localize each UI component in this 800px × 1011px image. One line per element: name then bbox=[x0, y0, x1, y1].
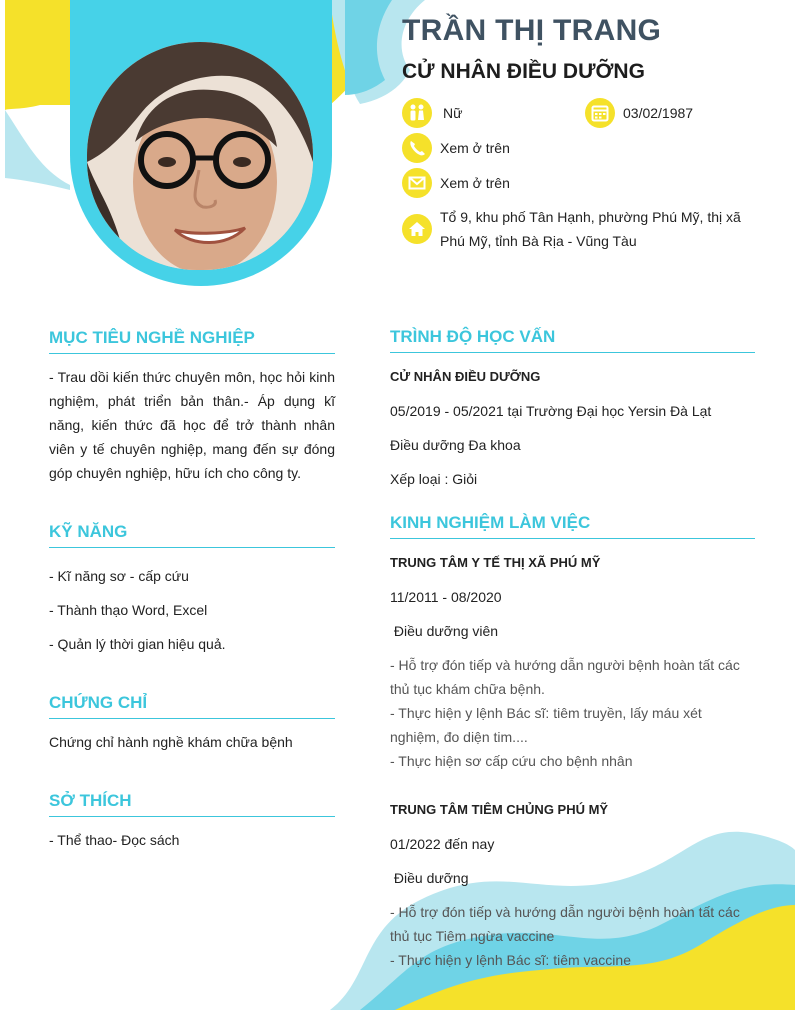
education-heading: TRÌNH ĐỘ HỌC VẤN bbox=[390, 327, 755, 353]
job-position: Điều dưỡng viên bbox=[390, 623, 499, 639]
job-task: - Thực hiện y lệnh Bác sĩ: tiêm vaccine bbox=[390, 952, 631, 968]
left-light-blue-wave bbox=[5, 110, 70, 190]
education-period: 05/2019 - 05/2021 tại Trường Đại học Yersin Đà Lạt bbox=[390, 403, 712, 419]
phone-value: Xem ở trên bbox=[440, 140, 510, 156]
objective-heading: MỤC TIÊU NGHỀ NGHIỆP bbox=[49, 328, 335, 354]
birthdate-value: 03/02/1987 bbox=[623, 105, 694, 121]
skill-item: - Thành thạo Word, Excel bbox=[49, 602, 208, 618]
education-grade: Xếp loại : Giỏi bbox=[390, 471, 478, 487]
job-position: Điều dưỡng bbox=[390, 870, 469, 886]
phone-icon bbox=[402, 133, 432, 163]
job-period: 01/2022 đến nay bbox=[390, 836, 495, 852]
gender-value: Nữ bbox=[443, 105, 463, 121]
job-company: TRUNG TÂM TIÊM CHỦNG PHÚ MỸ bbox=[390, 802, 609, 817]
job-task: - Hỗ trợ đón tiếp và hướng dẫn người bệnh hoàn tất các thủ tục Tiêm ngừa vaccine bbox=[390, 904, 740, 944]
skills-heading: KỸ NĂNG bbox=[49, 522, 335, 548]
job-title: CỬ NHÂN ĐIỀU DƯỠNG bbox=[402, 60, 645, 83]
job-task: - Hỗ trợ đón tiếp và hướng dẫn người bệnh hoàn tất các thủ tục khám chữa bệnh. bbox=[390, 657, 740, 697]
skill-item: - Kĩ năng sơ - cấp cứu bbox=[49, 568, 189, 584]
education-degree: CỬ NHÂN ĐIỀU DƯỠNG bbox=[390, 369, 541, 384]
certificates-heading: CHỨNG CHỈ bbox=[49, 693, 335, 719]
experience-heading: KINH NGHIỆM LÀM VIỆC bbox=[390, 513, 755, 539]
job-company: TRUNG TÂM Y TẾ THỊ XÃ PHÚ MỸ bbox=[390, 555, 601, 570]
hobbies-text: - Thể thao- Đọc sách bbox=[49, 832, 180, 848]
full-name: TRẦN THỊ TRANG bbox=[402, 14, 662, 47]
objective-text: - Trau dồi kiến thức chuyên môn, học hỏi kinh nghiệm, phát triển bản thân.- Áp dụng kĩ năng, kiến thức đã học để trở thành nhân viên y tế chuyên nghiệp, mang đến sự đóng góp chuyên nghiệp, hữu ích cho công ty. bbox=[49, 369, 335, 481]
hobbies-heading: SỞ THÍCH bbox=[49, 791, 335, 817]
education-major: Điều dưỡng Đa khoa bbox=[390, 437, 521, 453]
job-period: 11/2011 - 08/2020 bbox=[390, 589, 502, 605]
skill-item: - Quản lý thời gian hiệu quả. bbox=[49, 636, 226, 652]
job-task: - Thực hiện sơ cấp cứu cho bệnh nhân bbox=[390, 753, 633, 769]
certificate-item: Chứng chỉ hành nghề khám chữa bệnh bbox=[49, 734, 293, 750]
calendar-icon bbox=[585, 98, 615, 128]
avatar bbox=[87, 42, 313, 270]
email-value: Xem ở trên bbox=[440, 175, 510, 191]
job-task: - Thực hiện y lệnh Bác sĩ: tiêm truyền, lấy máu xét nghiệm, đo diện tim.... bbox=[390, 705, 702, 745]
email-icon bbox=[402, 168, 432, 198]
gender-icon bbox=[402, 98, 432, 128]
home-icon bbox=[402, 214, 432, 244]
address-value: Tổ 9, khu phố Tân Hạnh, phường Phú Mỹ, thị xã Phú Mỹ, tỉnh Bà Rịa - Vũng Tàu bbox=[440, 209, 741, 249]
